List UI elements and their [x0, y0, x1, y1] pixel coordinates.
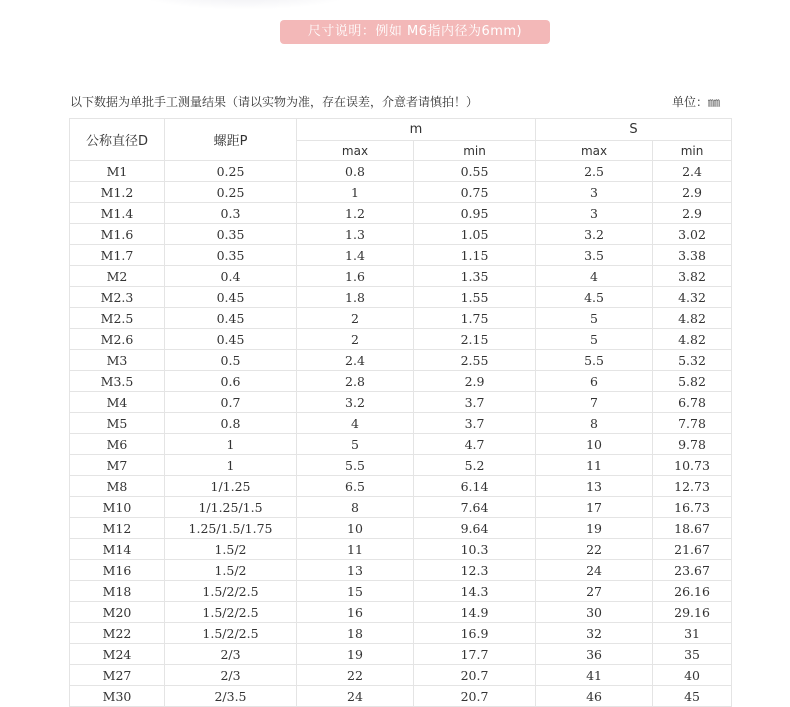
table-row	[70, 644, 732, 665]
cell-diameter: M1.2	[70, 182, 165, 203]
cell-pitch: 0.4	[165, 266, 297, 287]
cell-m-max: 4	[297, 413, 414, 434]
cell-m-max: 2.4	[297, 350, 414, 371]
table-row	[70, 329, 732, 350]
cell-diameter: M1	[70, 161, 165, 182]
unit-label: 单位：㎜	[671, 95, 720, 109]
cell-m-max: 2	[297, 329, 414, 350]
cell-s-min: 40	[653, 665, 732, 686]
cell-s-min: 4.82	[653, 329, 732, 350]
cell-pitch: 1.25/1.5/1.75	[165, 518, 297, 539]
cell-s-max: 30	[536, 602, 653, 623]
table-row	[70, 497, 732, 518]
cell-s-max: 5	[536, 308, 653, 329]
cell-s-min: 3.02	[653, 224, 732, 245]
cell-s-max: 19	[536, 518, 653, 539]
table-row	[70, 203, 732, 224]
cell-m-min: 20.7	[414, 665, 536, 686]
table-row	[70, 413, 732, 434]
cell-diameter: M7	[70, 455, 165, 476]
cell-diameter: M2.3	[70, 287, 165, 308]
cell-m-min: 2.9	[414, 371, 536, 392]
cell-s-max: 4.5	[536, 287, 653, 308]
cell-s-min: 2.9	[653, 182, 732, 203]
cell-diameter: M1.4	[70, 203, 165, 224]
table-row	[70, 266, 732, 287]
header-pitch: 螺距P	[165, 119, 297, 161]
table-row	[70, 560, 732, 581]
cell-s-min: 10.73	[653, 455, 732, 476]
cell-s-max: 36	[536, 644, 653, 665]
table-row	[70, 371, 732, 392]
cell-m-min: 5.2	[414, 455, 536, 476]
cell-m-max: 15	[297, 581, 414, 602]
table-row	[70, 224, 732, 245]
cell-diameter: M1.6	[70, 224, 165, 245]
cell-pitch: 2/3.5	[165, 686, 297, 707]
cell-s-max: 41	[536, 665, 653, 686]
table-row	[70, 518, 732, 539]
cell-diameter: M10	[70, 497, 165, 518]
cell-s-min: 4.32	[653, 287, 732, 308]
cell-pitch: 0.35	[165, 245, 297, 266]
cell-m-max: 1	[297, 182, 414, 203]
cell-pitch: 0.7	[165, 392, 297, 413]
cell-s-max: 8	[536, 413, 653, 434]
cell-s-max: 7	[536, 392, 653, 413]
cell-s-min: 29.16	[653, 602, 732, 623]
table-row	[70, 455, 732, 476]
cell-s-min: 3.38	[653, 245, 732, 266]
cell-pitch: 1/1.25	[165, 476, 297, 497]
cell-s-max: 3.5	[536, 245, 653, 266]
top-decoration	[130, 0, 360, 10]
cell-m-max: 6.5	[297, 476, 414, 497]
cell-diameter: M2	[70, 266, 165, 287]
cell-m-min: 10.3	[414, 539, 536, 560]
cell-s-max: 24	[536, 560, 653, 581]
cell-pitch: 0.5	[165, 350, 297, 371]
cell-m-min: 3.7	[414, 392, 536, 413]
cell-pitch: 0.45	[165, 329, 297, 350]
cell-diameter: M22	[70, 623, 165, 644]
cell-s-max: 27	[536, 581, 653, 602]
cell-pitch: 0.8	[165, 413, 297, 434]
cell-m-max: 5	[297, 434, 414, 455]
cell-s-min: 12.73	[653, 476, 732, 497]
measurement-note: 以下数据为单批手工测量结果（请以实物为准，存在误差，介意者请慎拍！）	[70, 95, 479, 109]
table-row	[70, 581, 732, 602]
table-row	[70, 434, 732, 455]
cell-s-max: 5.5	[536, 350, 653, 371]
cell-s-min: 7.78	[653, 413, 732, 434]
cell-m-max: 1.3	[297, 224, 414, 245]
table-row	[70, 350, 732, 371]
cell-m-min: 1.15	[414, 245, 536, 266]
cell-s-min: 4.82	[653, 308, 732, 329]
cell-pitch: 0.25	[165, 161, 297, 182]
cell-s-max: 3	[536, 203, 653, 224]
cell-s-min: 18.67	[653, 518, 732, 539]
cell-diameter: M18	[70, 581, 165, 602]
cell-diameter: M2.6	[70, 329, 165, 350]
header-m-min: min	[414, 141, 536, 161]
cell-pitch: 1.5/2	[165, 560, 297, 581]
cell-m-max: 0.8	[297, 161, 414, 182]
table-row	[70, 623, 732, 644]
cell-s-min: 23.67	[653, 560, 732, 581]
cell-m-max: 5.5	[297, 455, 414, 476]
cell-m-max: 1.6	[297, 266, 414, 287]
table-row	[70, 245, 732, 266]
cell-diameter: M12	[70, 518, 165, 539]
cell-m-min: 17.7	[414, 644, 536, 665]
cell-pitch: 1	[165, 434, 297, 455]
cell-diameter: M2.5	[70, 308, 165, 329]
cell-pitch: 2/3	[165, 644, 297, 665]
cell-m-min: 6.14	[414, 476, 536, 497]
cell-s-max: 11	[536, 455, 653, 476]
cell-m-max: 10	[297, 518, 414, 539]
cell-m-max: 2	[297, 308, 414, 329]
table-row	[70, 665, 732, 686]
cell-pitch: 1.5/2/2.5	[165, 623, 297, 644]
cell-m-min: 20.7	[414, 686, 536, 707]
cell-s-max: 5	[536, 329, 653, 350]
table-row	[70, 686, 732, 707]
table-row	[70, 287, 732, 308]
cell-diameter: M6	[70, 434, 165, 455]
cell-diameter: M20	[70, 602, 165, 623]
cell-m-min: 0.95	[414, 203, 536, 224]
cell-diameter: M4	[70, 392, 165, 413]
cell-diameter: M24	[70, 644, 165, 665]
cell-pitch: 2/3	[165, 665, 297, 686]
header-s: S	[536, 119, 732, 141]
cell-pitch: 1	[165, 455, 297, 476]
cell-diameter: M8	[70, 476, 165, 497]
cell-m-min: 1.55	[414, 287, 536, 308]
cell-s-max: 10	[536, 434, 653, 455]
table-row	[70, 161, 732, 182]
cell-m-max: 1.4	[297, 245, 414, 266]
size-note-banner: 尺寸说明：例如 M6指内径为6mm)	[280, 20, 550, 44]
cell-m-max: 1.8	[297, 287, 414, 308]
cell-m-min: 0.55	[414, 161, 536, 182]
cell-s-min: 2.4	[653, 161, 732, 182]
cell-s-min: 9.78	[653, 434, 732, 455]
header-m: m	[297, 119, 536, 141]
cell-s-min: 35	[653, 644, 732, 665]
cell-m-max: 22	[297, 665, 414, 686]
table-row	[70, 392, 732, 413]
cell-s-min: 5.32	[653, 350, 732, 371]
cell-m-max: 24	[297, 686, 414, 707]
cell-s-max: 13	[536, 476, 653, 497]
cell-s-min: 3.82	[653, 266, 732, 287]
cell-s-max: 4	[536, 266, 653, 287]
cell-pitch: 0.35	[165, 224, 297, 245]
cell-pitch: 1.5/2	[165, 539, 297, 560]
cell-s-max: 22	[536, 539, 653, 560]
cell-m-min: 7.64	[414, 497, 536, 518]
cell-s-min: 2.9	[653, 203, 732, 224]
header-diameter: 公称直径D	[70, 119, 165, 161]
cell-pitch: 0.25	[165, 182, 297, 203]
cell-m-max: 19	[297, 644, 414, 665]
cell-m-min: 2.15	[414, 329, 536, 350]
cell-m-min: 4.7	[414, 434, 536, 455]
cell-s-max: 6	[536, 371, 653, 392]
cell-s-min: 21.67	[653, 539, 732, 560]
cell-diameter: M1.7	[70, 245, 165, 266]
cell-s-max: 3	[536, 182, 653, 203]
cell-diameter: M14	[70, 539, 165, 560]
spec-table-body	[70, 161, 732, 707]
cell-m-min: 16.9	[414, 623, 536, 644]
cell-m-min: 2.55	[414, 350, 536, 371]
cell-diameter: M30	[70, 686, 165, 707]
table-row	[70, 539, 732, 560]
cell-m-min: 3.7	[414, 413, 536, 434]
cell-s-min: 45	[653, 686, 732, 707]
cell-s-min: 31	[653, 623, 732, 644]
cell-s-max: 3.2	[536, 224, 653, 245]
cell-pitch: 0.6	[165, 371, 297, 392]
cell-m-min: 14.9	[414, 602, 536, 623]
header-s-max: max	[536, 141, 653, 161]
cell-diameter: M5	[70, 413, 165, 434]
cell-m-min: 1.75	[414, 308, 536, 329]
table-row	[70, 476, 732, 497]
header-m-max: max	[297, 141, 414, 161]
cell-m-max: 2.8	[297, 371, 414, 392]
cell-pitch: 1.5/2/2.5	[165, 602, 297, 623]
header-s-min: min	[653, 141, 732, 161]
cell-m-min: 1.35	[414, 266, 536, 287]
cell-pitch: 0.45	[165, 287, 297, 308]
cell-m-max: 16	[297, 602, 414, 623]
cell-s-min: 5.82	[653, 371, 732, 392]
cell-m-max: 11	[297, 539, 414, 560]
cell-pitch: 0.45	[165, 308, 297, 329]
cell-s-min: 6.78	[653, 392, 732, 413]
cell-pitch: 1/1.25/1.5	[165, 497, 297, 518]
cell-m-min: 14.3	[414, 581, 536, 602]
cell-m-max: 18	[297, 623, 414, 644]
cell-diameter: M3	[70, 350, 165, 371]
cell-s-max: 2.5	[536, 161, 653, 182]
cell-diameter: M3.5	[70, 371, 165, 392]
cell-s-min: 26.16	[653, 581, 732, 602]
cell-m-min: 1.05	[414, 224, 536, 245]
cell-m-max: 3.2	[297, 392, 414, 413]
table-row	[70, 308, 732, 329]
cell-m-max: 8	[297, 497, 414, 518]
cell-s-max: 32	[536, 623, 653, 644]
cell-m-min: 12.3	[414, 560, 536, 581]
table-row	[70, 602, 732, 623]
cell-m-max: 13	[297, 560, 414, 581]
cell-s-max: 46	[536, 686, 653, 707]
cell-s-min: 16.73	[653, 497, 732, 518]
table-row	[70, 182, 732, 203]
cell-m-max: 1.2	[297, 203, 414, 224]
cell-s-max: 17	[536, 497, 653, 518]
cell-m-min: 9.64	[414, 518, 536, 539]
cell-pitch: 0.3	[165, 203, 297, 224]
cell-pitch: 1.5/2/2.5	[165, 581, 297, 602]
cell-diameter: M16	[70, 560, 165, 581]
cell-diameter: M27	[70, 665, 165, 686]
spec-table	[69, 118, 732, 707]
cell-m-min: 0.75	[414, 182, 536, 203]
